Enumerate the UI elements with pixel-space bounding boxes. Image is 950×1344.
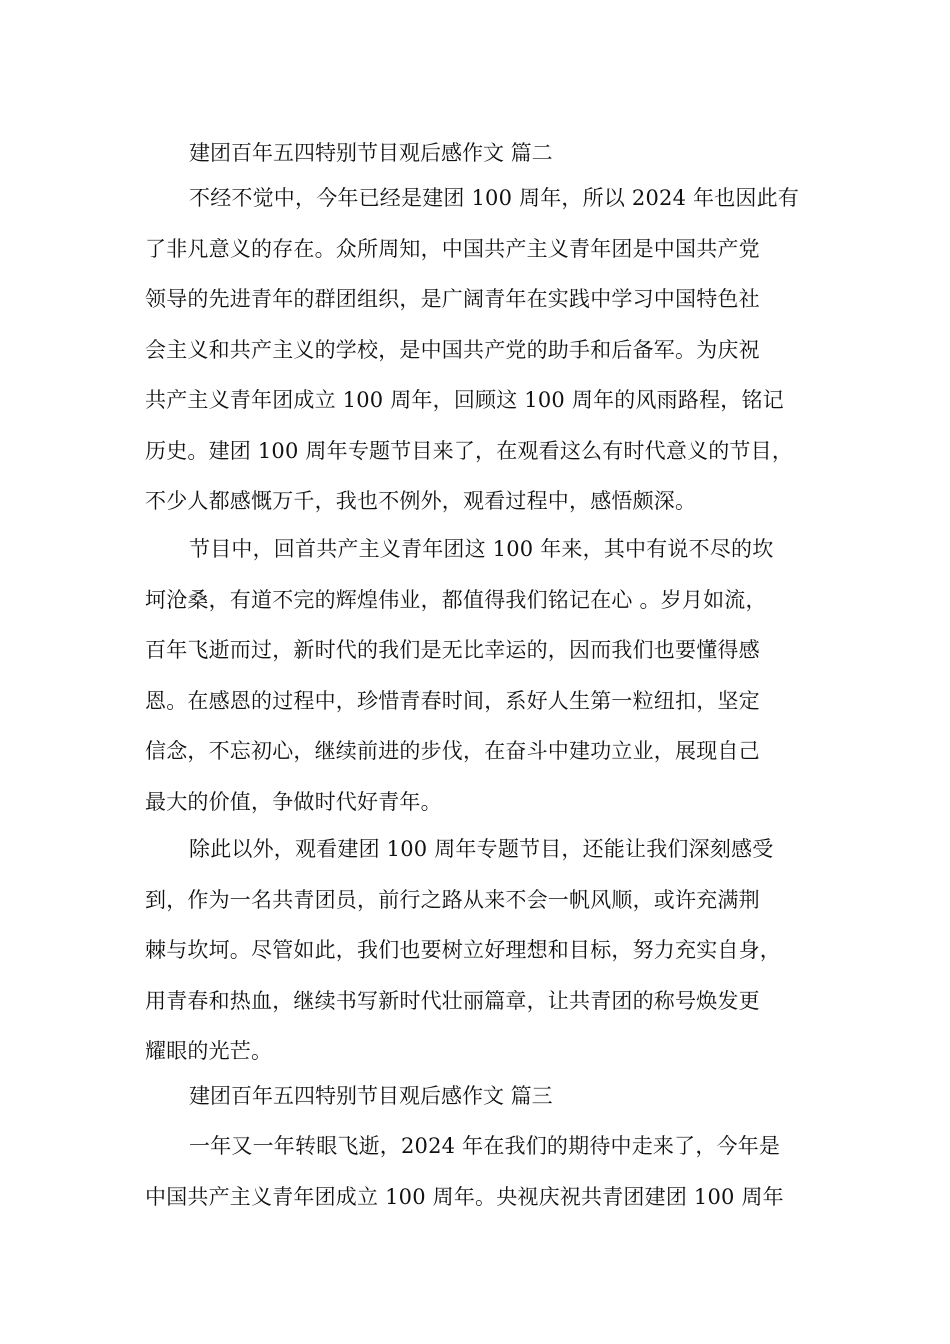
text-line: 用青春和热血，继续书写新时代壮丽篇章，让共青团的称号焕发更 [145, 988, 760, 1013]
text-line: 到，作为一名共青团员，前行之路从来不会一帆风顺，或许充满荆 [145, 887, 760, 912]
text-line: 了非凡意义的存在。众所周知，中国共产主义青年团是中国共产党 [145, 236, 760, 261]
text-line: 最大的价值，争做时代好青年。 [145, 789, 442, 814]
paragraph-2 [145, 524, 825, 827]
text-line: 领导的先进青年的群团组织，是广阔青年在实践中学习中国特色社 [145, 287, 760, 311]
text-line: 历史。建团 100 周年专题节目来了，在观看这么有时代意义的节目， [145, 438, 794, 463]
paragraph-4 [145, 1121, 825, 1222]
text-line: 节目中，回首共产主义青年团这 100 年来，其中有说不尽的坎 [189, 537, 774, 561]
text-line: 恩。在感恩的过程中，珍惜青春时间，系好人生第一粒纽扣，坚定 [145, 688, 760, 713]
section-heading-2: 建团百年五四特别节目观后感作文 篇二 [189, 141, 553, 165]
paragraph-1 [145, 173, 825, 527]
text-line: 除此以外，观看建团 100 周年专题节目，还能让我们深刻感受 [189, 837, 774, 861]
paragraph-3 [145, 824, 825, 1077]
text-line: 中国共产主义青年团成立 100 周年。央视庆祝共青团建团 100 周年 [145, 1184, 784, 1209]
text-line: 不少人都感慨万千，我也不例外，观看过程中，感悟颇深。 [145, 489, 697, 513]
text-line: 信念，不忘初心，继续前进的步伐，在奋斗中建功立业，展现自己 [145, 739, 760, 763]
text-line: 百年飞逝而过，新时代的我们是无比幸运的，因而我们也要懂得感 [145, 638, 760, 662]
section-heading-3: 建团百年五四特别节目观后感作文 篇三 [189, 1084, 553, 1108]
text-line: 不经不觉中，今年已经是建团 100 周年，所以 2024 年也因此有 [189, 186, 800, 210]
text-line: 一年又一年转眼飞逝，2024 年在我们的期待中走来了，今年是 [189, 1134, 781, 1158]
text-line: 棘与坎坷。尽管如此，我们也要树立好理想和目标，努力充实自身， [145, 938, 781, 962]
text-line: 共产主义青年团成立 100 周年，回顾这 100 周年的风雨路程，铭记 [145, 388, 784, 412]
text-line: 坷沧桑，有道不完的辉煌伟业，都值得我们铭记在心 。岁月如流， [145, 587, 767, 612]
text-line: 耀眼的光芒。 [145, 1039, 273, 1063]
text-line: 会主义和共产主义的学校，是中国共产党的助手和后备军。为庆祝 [145, 337, 760, 362]
